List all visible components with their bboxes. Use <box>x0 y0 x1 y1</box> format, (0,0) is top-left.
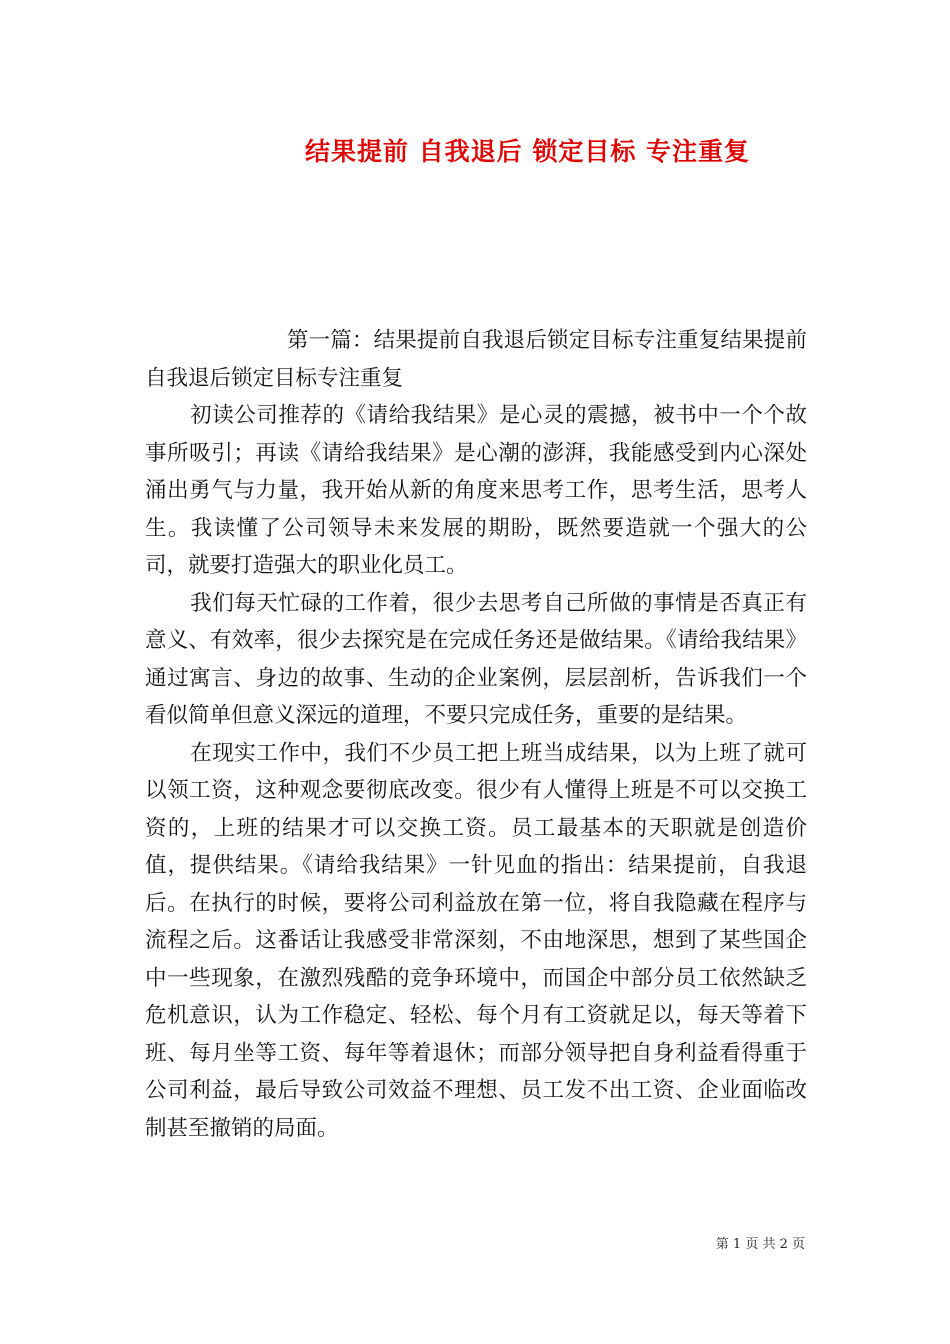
document-body <box>145 322 807 1147</box>
paragraph-3: 我们每天忙碌的工作着，很少去思考自己所做的事情是否真正有意义、有效率，很少去探究是在完成任务还是做结果。《请给我结果》通过寓言、身边的故事、生动的企业案例，层层剖析，告诉我们一个看似简单但意义深远的道理，不要只完成任务，重要的是结果。 <box>145 590 807 728</box>
paragraph-2: 初读公司推荐的《请给我结果》是心灵的震撼，被书中一个个故事所吸引；再读《请给我结果》是心潮的澎湃，我能感受到内心深处涌出勇气与力量，我开始从新的角度来思考工作，思考生活，思考人生。我读懂了公司领导未来发展的期盼，既然要造就一个强大的公司，就要打造强大的职业化员工。 <box>145 403 807 578</box>
page-number: 第 1 页 共 2 页 <box>715 1237 805 1252</box>
paragraph-4: 在现实工作中，我们不少员工把上班当成结果，以为上班了就可以领工资，这种观念要彻底改变。很少有人懂得上班是不可以交换工资的，上班的结果才可以交换工资。员工最基本的天职就是创造价值，提供结果。《请给我结果》一针见血的指出：结果提前，自我退后。在执行的时候，要将公司利益放在第一位，将自我隐藏在程序与流程之后。这番话让我感受非常深刻，不由地深思，想到了某些国企中一些现象，在激烈残酷的竞争环境中，而国企中部分员工依然缺乏危机意识，认为工作稳定、轻松、每个月有工资就足以，每天等着下班、每月坐等工资、每年等着退休；而部分领导把自身利益看得重于公司利益，最后导致公司效益不理想、员工发不出工资、企业面临改制甚至撤销的局面。 <box>145 740 807 1141</box>
document-title: 结果提前 自我退后 锁定目标 专注重复 <box>304 137 751 166</box>
paragraph-1: 第一篇：结果提前自我退后锁定目标专注重复结果提前自我退后锁定目标专注重复 <box>145 328 807 391</box>
